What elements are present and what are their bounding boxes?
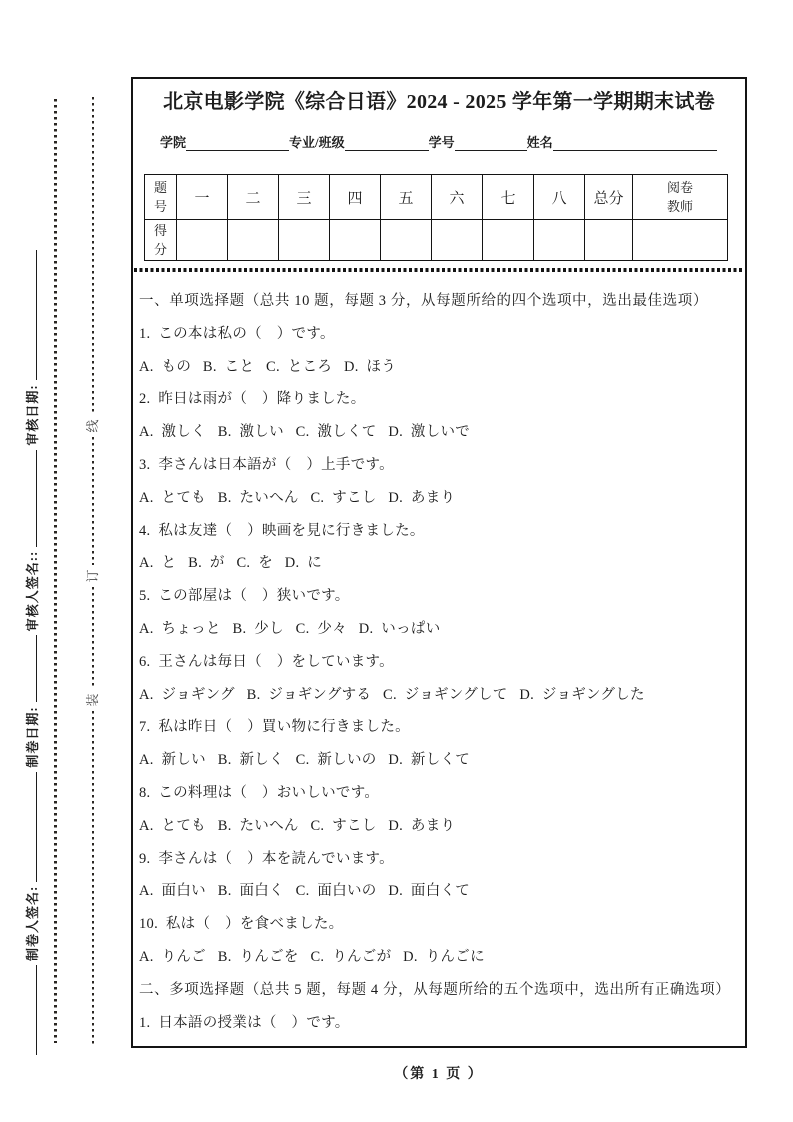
field-label-student-id: 学号 <box>428 135 455 150</box>
question-text: 7. 私は昨日（ ）買い物に行きました。 <box>139 719 410 736</box>
score-table-header-row <box>145 175 728 220</box>
binding-char-xian: 线 <box>85 419 100 433</box>
score-table-corner-cell <box>145 175 177 220</box>
score-cell-empty <box>432 220 483 261</box>
sidebar-signature-block <box>16 145 50 1055</box>
options-row: A. ちょっと B. 少し C. 少々 D. いっぱい <box>139 620 441 637</box>
student-info-row <box>160 129 717 151</box>
reviewer-signature-label: 审核人签名:: <box>25 550 40 632</box>
page-number: （第 1 页 ） <box>394 1067 484 1082</box>
grader-cell-empty <box>633 220 728 261</box>
field-label-college: 学院 <box>160 135 187 150</box>
binding-line-segment <box>92 437 95 565</box>
field-label-major-class: 专业/班级 <box>289 135 345 150</box>
field-blank-name <box>553 145 717 151</box>
score-cell-empty <box>330 220 381 261</box>
column-header: 八 <box>534 175 585 220</box>
maker-signature-label: 制卷人签名: <box>25 885 40 961</box>
separator-dotted-line <box>134 268 744 272</box>
score-cell-empty <box>279 220 330 261</box>
question-text: 1. この本は私の（ ）です。 <box>139 325 335 342</box>
binding-line-segment <box>92 711 95 1045</box>
field-blank-student-id <box>455 145 527 151</box>
top-blank-line <box>21 250 37 380</box>
column-header: 七 <box>483 175 534 220</box>
exam-content-box <box>131 77 747 1048</box>
options-row: A. 面白い B. 面白く C. 面白いの D. 面白くて <box>139 883 471 900</box>
score-cell-empty <box>177 220 228 261</box>
options-row: A. りんご B. りんごを C. りんごが D. りんごに <box>139 948 485 965</box>
score-cell-empty <box>534 220 585 261</box>
column-header: 四 <box>330 175 381 220</box>
question-number-label: 题号 <box>153 179 167 214</box>
column-header: 五 <box>381 175 432 220</box>
exam-title: 北京电影学院《综合日语》2024 - 2025 学年第一学期期末试卷 <box>163 91 715 113</box>
question-text: 9. 李さんは（ ）本を読んでいます。 <box>139 850 394 867</box>
question-text: 5. この部屋は（ ）狭いです。 <box>139 588 350 605</box>
maker-date-blank-line <box>21 772 37 882</box>
question-text: 3. 李さんは日本語が（ ）上手です。 <box>139 456 394 473</box>
score-cell-empty <box>381 220 432 261</box>
column-header: 二 <box>228 175 279 220</box>
column-header: 一 <box>177 175 228 220</box>
grader-header-cell <box>633 175 728 220</box>
maker-date-label: 制卷日期: <box>25 706 40 768</box>
field-blank-college <box>186 145 289 151</box>
options-row: A. ジョギング B. ジョギングする C. ジョギングして D. ジョギングした <box>139 686 645 703</box>
score-cell-empty <box>228 220 279 261</box>
total-score-header: 总分 <box>585 175 633 220</box>
binding-dotted-line <box>54 99 57 1043</box>
question-text: 2. 昨日は雨が（ ）降りました。 <box>139 391 366 408</box>
field-label-name: 姓名 <box>526 135 553 150</box>
question-text: 4. 私は友達（ ）映画を見に行きました。 <box>139 522 425 539</box>
binding-line-segment <box>92 587 95 689</box>
section-heading: 一、单项选择题（总共 10 题，每题 3 分，从每题所给的四个选项中，选出最佳选项） <box>139 293 708 309</box>
options-row: A. 新しい B. 新しく C. 新しいの D. 新しくて <box>139 752 471 769</box>
score-table <box>144 174 728 261</box>
question-text: 10. 私は（ ）を食べました。 <box>139 916 344 933</box>
options-row: A. と B. が C. を D. に <box>139 555 323 572</box>
binding-char-ding: 订 <box>85 569 100 583</box>
column-header: 六 <box>432 175 483 220</box>
options-row: A. もの B. こと C. ところ D. ほう <box>139 358 397 375</box>
column-header: 三 <box>279 175 330 220</box>
reviewer-signature-blank-line <box>21 635 37 702</box>
field-blank-major-class <box>345 145 429 151</box>
maker-signature-blank-line <box>21 965 37 1055</box>
binding-line-segment <box>92 97 95 415</box>
binding-line-with-text <box>85 97 101 1045</box>
section-heading: 二、多项选择题（总共 5 题，每题 4 分，从每题所给的五个选项中，选出所有正确选项） <box>139 981 731 998</box>
score-cell-empty <box>483 220 534 261</box>
review-date-blank-line <box>21 450 37 547</box>
grader-label: 阅卷教师 <box>666 179 693 214</box>
question-text: 6. 王さんは毎日（ ）をしています。 <box>139 653 394 670</box>
options-row: A. 激しく B. 激しい C. 激しくて D. 激しいで <box>139 424 471 441</box>
options-row: A. とても B. たいへん C. すこし D. あまり <box>139 817 456 834</box>
score-cell-empty <box>585 220 633 261</box>
options-row: A. とても B. たいへん C. すこし D. あまり <box>139 489 456 506</box>
question-text: 8. この料理は（ ）おいしいです。 <box>139 784 380 801</box>
questions-area <box>139 285 741 1039</box>
binding-char-zhuang: 装 <box>85 693 100 707</box>
score-row-header-cell <box>145 220 177 261</box>
review-date-label: 审核日期: <box>25 384 40 446</box>
score-label: 得分 <box>153 222 167 257</box>
score-table-score-row <box>145 220 728 261</box>
question-text: 1. 日本語の授業は（ ）です。 <box>139 1014 350 1031</box>
